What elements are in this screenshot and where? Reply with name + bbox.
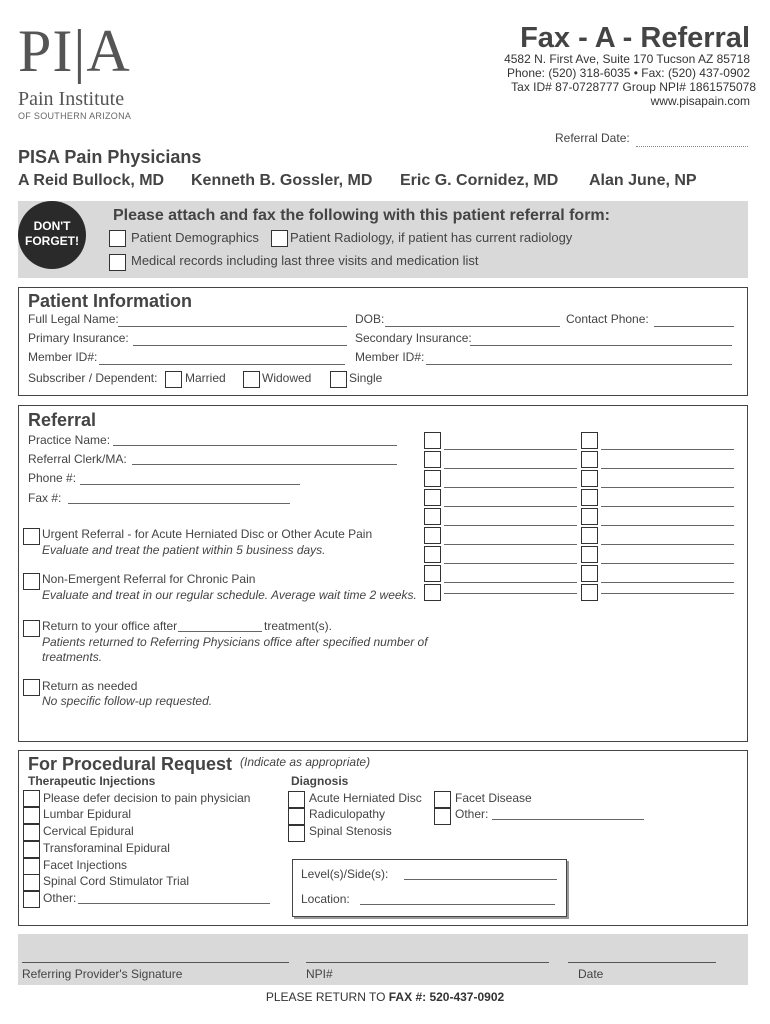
practice-name-field[interactable] <box>113 445 397 446</box>
list-item-field[interactable] <box>601 449 734 450</box>
facet-disease-checkbox[interactable] <box>434 791 451 808</box>
logo-line1: Pain Institute <box>18 88 125 110</box>
list-item-checkbox[interactable] <box>424 565 441 582</box>
return-after-label: Return to your office after <box>42 619 178 633</box>
list-item-field[interactable] <box>444 449 577 450</box>
physician-name: A Reid Bullock, MD <box>18 172 165 189</box>
level-field[interactable] <box>404 879 557 880</box>
header-tax: Tax ID# 87-0728777 Group NPI# 1861575078 <box>511 80 756 94</box>
radiculopathy-label: Radiculopathy <box>309 807 386 821</box>
reminder-title: Please attach and fax the following with this patient referral form: <box>113 207 610 224</box>
badge-line1: DON'T <box>33 219 71 233</box>
diagnosis-heading: Diagnosis <box>291 774 349 788</box>
return-fax-line <box>0 990 770 1004</box>
list-item-checkbox[interactable] <box>581 489 598 506</box>
list-item-checkbox[interactable] <box>424 432 441 449</box>
defer-label: Please defer decision to pain physician <box>43 791 251 805</box>
secondary-insurance-field[interactable] <box>470 345 732 346</box>
list-item-field[interactable] <box>601 544 734 545</box>
scs-trial-label: Spinal Cord Stimulator Trial <box>43 874 190 888</box>
diag-other-checkbox[interactable] <box>434 808 451 825</box>
list-item-field[interactable] <box>444 544 577 545</box>
list-item-checkbox[interactable] <box>581 527 598 544</box>
widowed-label: Widowed <box>262 371 312 385</box>
list-item-field[interactable] <box>444 593 577 594</box>
physicians-heading: PISA Pain Physicians <box>18 147 202 167</box>
married-label: Married <box>185 371 226 385</box>
logo-mark: PI|A <box>18 18 131 84</box>
demographics-label: Patient Demographics <box>131 230 259 245</box>
fax-label: Fax #: <box>28 491 62 505</box>
return-fax-number: FAX #: 520-437-0902 <box>388 990 505 1004</box>
secondary-insurance-label: Secondary Insurance: <box>355 331 472 345</box>
non-emergent-label: Non-Emergent Referral for Chronic Pain <box>42 572 256 586</box>
list-item-field[interactable] <box>444 468 577 469</box>
list-item-field[interactable] <box>444 487 577 488</box>
subscriber-label: Subscriber / Dependent: <box>28 371 158 385</box>
return-needed-note: No specific follow-up requested. <box>42 694 213 708</box>
facet-injections-checkbox[interactable] <box>23 858 40 875</box>
list-item-checkbox[interactable] <box>581 470 598 487</box>
list-item-checkbox[interactable] <box>424 584 441 601</box>
transforaminal-checkbox[interactable] <box>23 841 40 858</box>
list-item-field[interactable] <box>601 487 734 488</box>
cervical-epidural-checkbox[interactable] <box>23 824 40 841</box>
medical-records-checkbox[interactable] <box>109 254 126 271</box>
herniated-disc-label: Acute Herniated Disc <box>309 791 422 805</box>
list-item-checkbox[interactable] <box>581 565 598 582</box>
demographics-checkbox[interactable] <box>109 230 126 247</box>
referral-date-field[interactable] <box>636 146 748 147</box>
list-item-checkbox[interactable] <box>581 546 598 563</box>
radiculopathy-checkbox[interactable] <box>288 808 305 825</box>
non-emergent-note: Evaluate and treat in our regular schedule. Average wait time 2 weeks. <box>42 588 417 602</box>
phone-label: Phone #: <box>28 471 77 485</box>
radiology-checkbox[interactable] <box>271 230 288 247</box>
patient-info-title: Patient Information <box>28 291 193 311</box>
list-item-checkbox[interactable] <box>424 527 441 544</box>
spinal-stenosis-label: Spinal Stenosis <box>309 824 392 838</box>
referral-title: Referral <box>28 410 97 430</box>
single-checkbox[interactable] <box>330 371 347 388</box>
member-id-2-label: Member ID#: <box>355 350 425 364</box>
return-needed-label: Return as needed <box>42 679 138 693</box>
logo-line2: OF SOUTHERN ARIZONA <box>18 111 132 121</box>
return-after-note: Patients returned to Referring Physicians office after specified number of <box>42 635 428 649</box>
signature-label: Referring Provider's Signature <box>22 967 183 981</box>
list-item-checkbox[interactable] <box>424 451 441 468</box>
list-item-checkbox[interactable] <box>581 432 598 449</box>
urgent-note: Evaluate and treat the patient within 5 business days. <box>42 543 326 557</box>
procedural-title: For Procedural Request <box>28 754 233 774</box>
married-checkbox[interactable] <box>165 371 182 388</box>
list-item-field[interactable] <box>444 582 577 583</box>
phone-field[interactable] <box>80 484 300 485</box>
npi-field[interactable] <box>306 962 549 963</box>
location-field[interactable] <box>360 904 555 905</box>
transforaminal-label: Transforaminal Epidural <box>43 841 170 855</box>
date-label: Date <box>578 967 604 981</box>
widowed-checkbox[interactable] <box>243 371 260 388</box>
physician-name: Kenneth B. Gossler, MD <box>191 172 373 189</box>
primary-insurance-label: Primary Insurance: <box>28 331 129 345</box>
list-item-field[interactable] <box>601 506 734 507</box>
urgent-checkbox[interactable] <box>23 528 40 545</box>
diag-other-field[interactable] <box>492 819 644 820</box>
member-id-label: Member ID#: <box>28 350 98 364</box>
scs-trial-checkbox[interactable] <box>23 874 40 891</box>
list-item-checkbox[interactable] <box>424 508 441 525</box>
list-item-field[interactable] <box>601 525 734 526</box>
medical-records-label: Medical records including last three visits and medication list <box>131 253 479 268</box>
npi-label: NPI# <box>306 967 333 981</box>
radiology-label: Patient Radiology, if patient has current radiology <box>290 230 573 245</box>
urgent-label: Urgent Referral - for Acute Herniated Disc or Other Acute Pain <box>42 527 373 541</box>
single-label: Single <box>349 371 383 385</box>
spinal-stenosis-checkbox[interactable] <box>288 825 305 842</box>
level-label: Level(s)/Side(s): <box>301 867 389 881</box>
clerk-field[interactable] <box>132 464 397 465</box>
full-name-field[interactable] <box>118 326 347 327</box>
practice-name-label: Practice Name: <box>28 433 111 447</box>
physician-name: Eric G. Cornidez, MD <box>400 172 559 189</box>
contact-phone-label: Contact Phone: <box>566 312 649 326</box>
list-item-field[interactable] <box>601 582 734 583</box>
logo <box>18 20 143 121</box>
diag-other-label: Other: <box>455 807 489 821</box>
dob-field[interactable] <box>385 326 560 327</box>
list-item-field[interactable] <box>444 506 577 507</box>
ther-other-field[interactable] <box>78 903 270 904</box>
return-after-note-2: treatments. <box>42 650 103 664</box>
treatments-count-field[interactable] <box>178 631 262 632</box>
cervical-epidural-label: Cervical Epidural <box>43 824 134 838</box>
return-after-checkbox[interactable] <box>23 620 40 637</box>
dob-label: DOB: <box>355 312 385 326</box>
defer-checkbox[interactable] <box>23 790 40 807</box>
member-id-field[interactable] <box>99 364 345 365</box>
lumbar-epidural-label: Lumbar Epidural <box>43 807 132 821</box>
facet-disease-label: Facet Disease <box>455 791 532 805</box>
list-item-field[interactable] <box>601 593 734 594</box>
list-item-checkbox[interactable] <box>581 508 598 525</box>
non-emergent-checkbox[interactable] <box>23 573 40 590</box>
dont-forget-badge <box>18 201 86 269</box>
clerk-label: Referral Clerk/MA: <box>28 452 127 466</box>
herniated-disc-checkbox[interactable] <box>288 791 305 808</box>
list-item-field[interactable] <box>444 525 577 526</box>
header-phone-fax: Phone: (520) 318-6035 • Fax: (520) 437-0902 <box>506 66 750 80</box>
return-needed-checkbox[interactable] <box>23 679 40 696</box>
list-item-checkbox[interactable] <box>581 584 598 601</box>
return-fax-prefix: PLEASE RETURN TO <box>265 990 386 1004</box>
full-name-label: Full Legal Name: <box>28 312 119 326</box>
ther-other-label: Other: <box>43 891 77 905</box>
ther-other-checkbox[interactable] <box>23 891 40 908</box>
list-item-checkbox[interactable] <box>581 451 598 468</box>
list-item-checkbox[interactable] <box>424 470 441 487</box>
facet-injections-label: Facet Injections <box>43 858 128 872</box>
header-address: 4582 N. First Ave, Suite 170 Tucson AZ 85718 <box>504 52 750 66</box>
fax-field[interactable] <box>68 503 290 504</box>
primary-insurance-field[interactable] <box>133 345 347 346</box>
list-item-field[interactable] <box>444 563 577 564</box>
list-item-checkbox[interactable] <box>424 489 441 506</box>
header-web: www.pisapain.com <box>650 94 750 108</box>
return-after-label-end: treatment(s). <box>264 619 333 633</box>
indicate-note: (Indicate as appropriate) <box>240 755 371 769</box>
list-item-field[interactable] <box>601 563 734 564</box>
location-label: Location: <box>301 892 350 906</box>
list-item-checkbox[interactable] <box>424 546 441 563</box>
badge-line2: FORGET! <box>25 234 79 248</box>
contact-phone-field[interactable] <box>654 326 734 327</box>
form-title: Fax - A - Referral <box>520 22 750 54</box>
physician-name: Alan June, NP <box>589 172 697 189</box>
lumbar-epidural-checkbox[interactable] <box>23 807 40 824</box>
therapeutic-heading: Therapeutic Injections <box>28 774 156 788</box>
member-id-2-field[interactable] <box>426 364 732 365</box>
list-item-field[interactable] <box>601 468 734 469</box>
date-field[interactable] <box>568 962 716 963</box>
signature-field[interactable] <box>22 962 289 963</box>
referral-date-label: Referral Date: <box>555 131 630 145</box>
